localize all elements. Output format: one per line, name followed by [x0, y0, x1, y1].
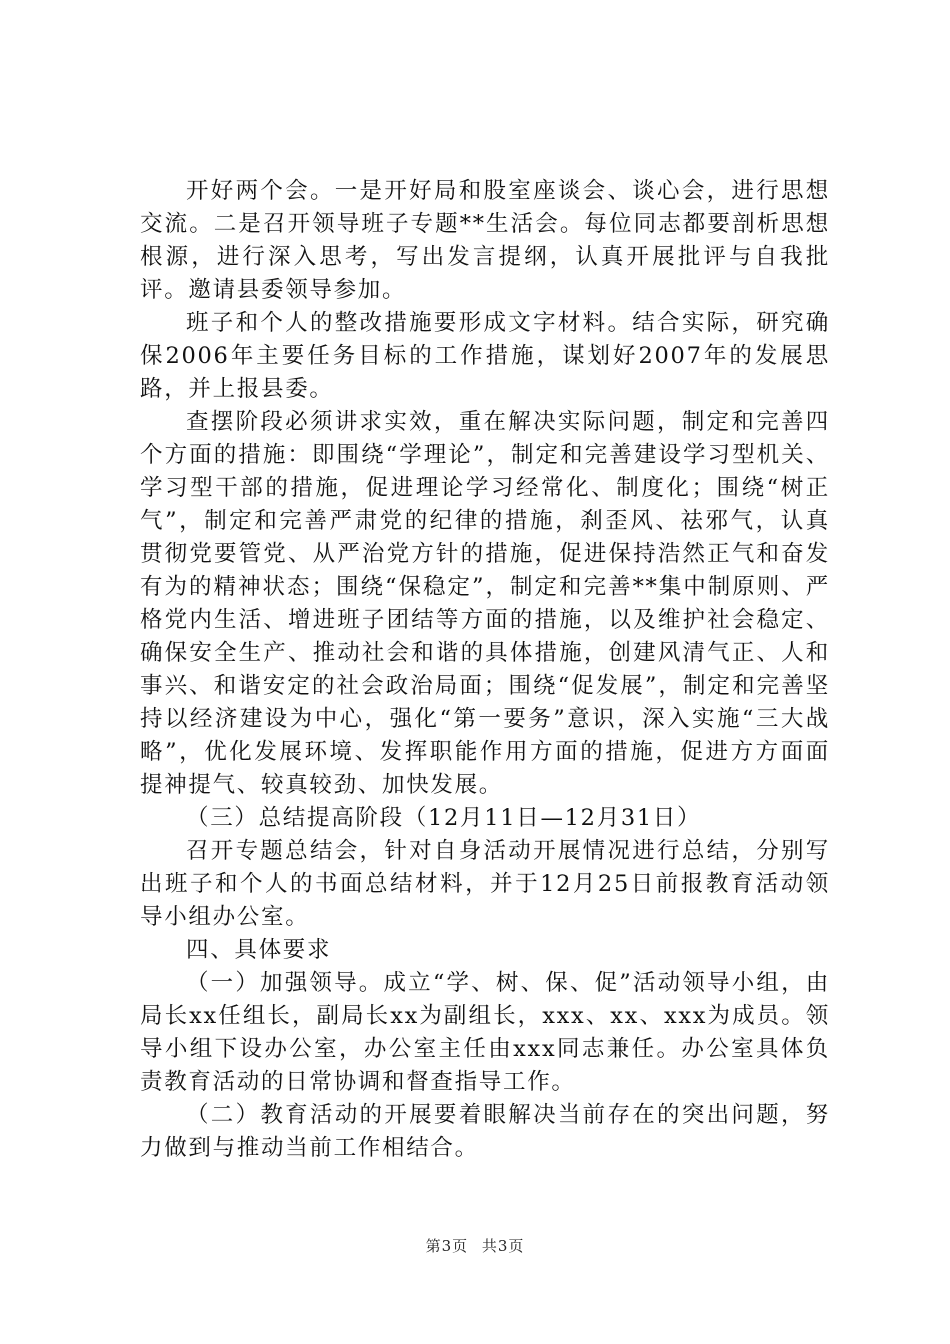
- document-body: [140, 175, 830, 1165]
- section-heading-summary-stage: （三）总结提高阶段（12月11日—12月31日）: [186, 805, 702, 831]
- paragraph-solve-problems: （二）教育活动的开展要着眼解决当前存在的突出问题，努力做到与推动当前工作相结合。: [140, 1102, 830, 1161]
- section-heading-requirements: 四、具体要求: [186, 937, 332, 963]
- page-total: 共3页: [481, 1237, 525, 1255]
- paragraph-strengthen-leadership: （一）加强领导。成立“学、树、保、促”活动领导小组，由局长xx任组长，副局长xx为副组长，xxx、xx、xxx为成员。领导小组下设办公室，办公室主任由xxx同志兼任。办公室具体负责教育活动的日常协调和督查指导工作。: [140, 970, 830, 1095]
- paragraph-two-meetings: 开好两个会。一是开好局和股室座谈会、谈心会，进行思想交流。二是召开领导班子专题**生活会。每位同志都要剖析思想根源，进行深入思考，写出发言提纲，认真开展批评与自我批评。邀请县委领导参加。: [140, 178, 830, 303]
- page-footer: [0, 1235, 950, 1256]
- paragraph-review-stage: 查摆阶段必须讲求实效，重在解决实际问题，制定和完善四个方面的措施：即围绕“学理论”，制定和完善建设学习型机关、学习型干部的措施，促进理论学习经常化、制度化；围绕“树正气”，制定和完善严肃党的纪律的措施，刹歪风、祛邪气，认真贯彻党要管党、从严治党方针的措施，促进保持浩然正气和奋发有为的精神状态；围绕“保稳定”，制定和完善**集中制原则、严格党内生活、增进班子团结等方面的措施，以及维护社会稳定、确保安全生产、推动社会和谐的具体措施，创建风清气正、人和事兴、和谐安定的社会政治局面；围绕“促发展”，制定和完善坚持以经济建设为中心，强化“第一要务”意识，深入实施“三大战略”，优化发展环境、发挥职能作用方面的措施，促进方方面面提神提气、较真较劲、加快发展。: [140, 409, 830, 798]
- page-number: 第3页: [425, 1237, 469, 1255]
- paragraph-summary-meeting: 召开专题总结会，针对自身活动开展情况进行总结，分别写出班子和个人的书面总结材料，并于12月25日前报教育活动领导小组办公室。: [140, 838, 830, 930]
- paragraph-rectification-measures: 班子和个人的整改措施要形成文字材料。结合实际，研究确保2006年主要任务目标的工作措施，谋划好2007年的发展思路，并上报县委。: [140, 310, 830, 402]
